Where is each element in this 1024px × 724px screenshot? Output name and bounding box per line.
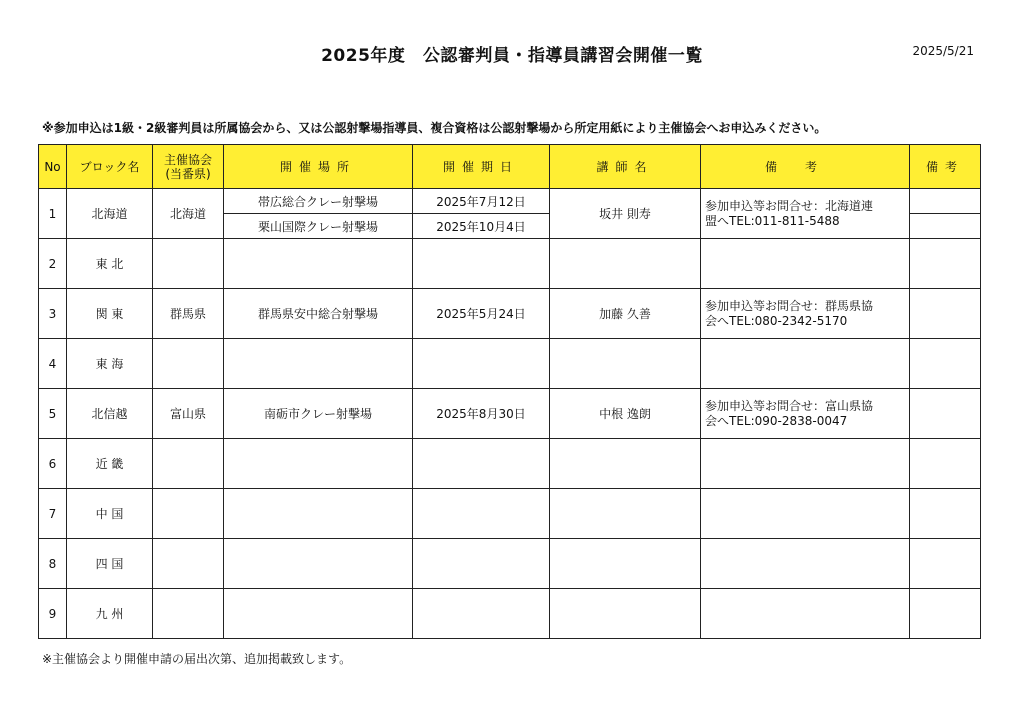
cell-remarks-extra [910, 339, 981, 389]
cell-venue [224, 439, 413, 489]
cell-block: 関 東 [67, 289, 153, 339]
cell-remarks-extra [910, 389, 981, 439]
seminar-schedule-table [38, 144, 981, 639]
cell-venue: 栗山国際クレー射撃場 [224, 214, 413, 239]
document-date: 2025/5/21 [912, 44, 974, 58]
cell-block: 九 州 [67, 589, 153, 639]
cell-date [413, 589, 550, 639]
cell-lecturer: 中根 逸朗 [550, 389, 701, 439]
table-row [39, 289, 981, 339]
cell-remarks [701, 339, 910, 389]
cell-lecturer: 坂井 則寿 [550, 189, 701, 239]
cell-remarks-extra [910, 189, 981, 214]
footnote: ※主催協会より開催申請の届出次第、追加掲載致します。 [42, 652, 352, 666]
cell-date: 2025年7月12日 [413, 189, 550, 214]
cell-venue [224, 339, 413, 389]
cell-remarks [701, 389, 910, 439]
cell-host [153, 539, 224, 589]
page-title: 2025年度 公認審判員・指導員講習会開催一覧 [321, 46, 703, 66]
table-row [39, 189, 981, 214]
cell-date [413, 339, 550, 389]
cell-venue: 南砺市クレー射撃場 [224, 389, 413, 439]
cell-date [413, 239, 550, 289]
cell-lecturer [550, 589, 701, 639]
cell-remarks [701, 539, 910, 589]
header-no: No [39, 145, 67, 189]
header-period: 開催期日 [413, 145, 550, 189]
table-row [39, 389, 981, 439]
cell-date [413, 539, 550, 589]
cell-remarks [701, 239, 910, 289]
cell-no: 7 [39, 489, 67, 539]
cell-block: 北海道 [67, 189, 153, 239]
cell-venue [224, 489, 413, 539]
cell-venue [224, 239, 413, 289]
cell-date: 2025年10月4日 [413, 214, 550, 239]
remarks-line2: 会へTEL:090-2838-0047 [705, 413, 848, 428]
cell-remarks-extra [910, 489, 981, 539]
cell-no: 6 [39, 439, 67, 489]
cell-remarks [701, 589, 910, 639]
table-row [39, 239, 981, 289]
cell-lecturer: 加藤 久善 [550, 289, 701, 339]
cell-no: 3 [39, 289, 67, 339]
remarks-line2: 会へTEL:080-2342-5170 [705, 313, 848, 328]
cell-date: 2025年5月24日 [413, 289, 550, 339]
table-row [39, 339, 981, 389]
cell-no: 1 [39, 189, 67, 239]
cell-date [413, 489, 550, 539]
cell-host [153, 339, 224, 389]
header-lecturer: 講師名 [550, 145, 701, 189]
cell-lecturer [550, 339, 701, 389]
cell-host [153, 239, 224, 289]
cell-venue: 群馬県安中総合射撃場 [224, 289, 413, 339]
cell-remarks-extra [910, 289, 981, 339]
cell-host [153, 439, 224, 489]
header-block: ブロック名 [67, 145, 153, 189]
cell-remarks [701, 189, 910, 239]
cell-lecturer [550, 439, 701, 489]
remarks-line1: 参加申込等お問合せ：富山県協 [705, 398, 874, 413]
cell-block: 東 北 [67, 239, 153, 289]
remarks-line1: 参加申込等お問合せ：群馬県協 [705, 298, 874, 313]
cell-block: 四 国 [67, 539, 153, 589]
cell-venue: 帯広総合クレー射撃場 [224, 189, 413, 214]
table-row [39, 439, 981, 489]
cell-remarks-extra [910, 214, 981, 239]
cell-remarks [701, 439, 910, 489]
cell-remarks [701, 489, 910, 539]
cell-host [153, 589, 224, 639]
header-remarks: 備考 [701, 145, 910, 189]
cell-no: 2 [39, 239, 67, 289]
cell-lecturer [550, 489, 701, 539]
cell-block: 東 海 [67, 339, 153, 389]
table-row [39, 589, 981, 639]
table-row [39, 539, 981, 589]
header-venue: 開催場所 [224, 145, 413, 189]
cell-host [153, 489, 224, 539]
cell-date: 2025年8月30日 [413, 389, 550, 439]
header-host-line2: (当番県) [165, 166, 211, 181]
table-row [39, 489, 981, 539]
cell-lecturer [550, 239, 701, 289]
remarks-line2: 盟へTEL:011-811-5488 [705, 213, 840, 228]
cell-host: 北海道 [153, 189, 224, 239]
cell-remarks-extra [910, 439, 981, 489]
cell-remarks-extra [910, 239, 981, 289]
cell-no: 4 [39, 339, 67, 389]
cell-date [413, 439, 550, 489]
remarks-line1: 参加申込等お問合せ：北海道連 [705, 198, 874, 213]
cell-host: 富山県 [153, 389, 224, 439]
cell-venue [224, 589, 413, 639]
cell-venue [224, 539, 413, 589]
application-notice: ※参加申込は1級・2級審判員は所属協会から、又は公認射撃場指導員、複合資格は公認射撃場から所定用紙により主催協会へお申込みください。 [42, 121, 827, 135]
header-remarks-extra: 備考 [910, 145, 981, 189]
header-host-line1: 主催協会 [163, 152, 212, 167]
header-row [39, 145, 981, 189]
cell-no: 8 [39, 539, 67, 589]
cell-no: 9 [39, 589, 67, 639]
cell-no: 5 [39, 389, 67, 439]
cell-lecturer [550, 539, 701, 589]
cell-host: 群馬県 [153, 289, 224, 339]
cell-remarks-extra [910, 589, 981, 639]
cell-remarks-extra [910, 539, 981, 589]
cell-block: 中 国 [67, 489, 153, 539]
cell-block: 北信越 [67, 389, 153, 439]
cell-block: 近 畿 [67, 439, 153, 489]
header-host [153, 145, 224, 189]
cell-remarks [701, 289, 910, 339]
